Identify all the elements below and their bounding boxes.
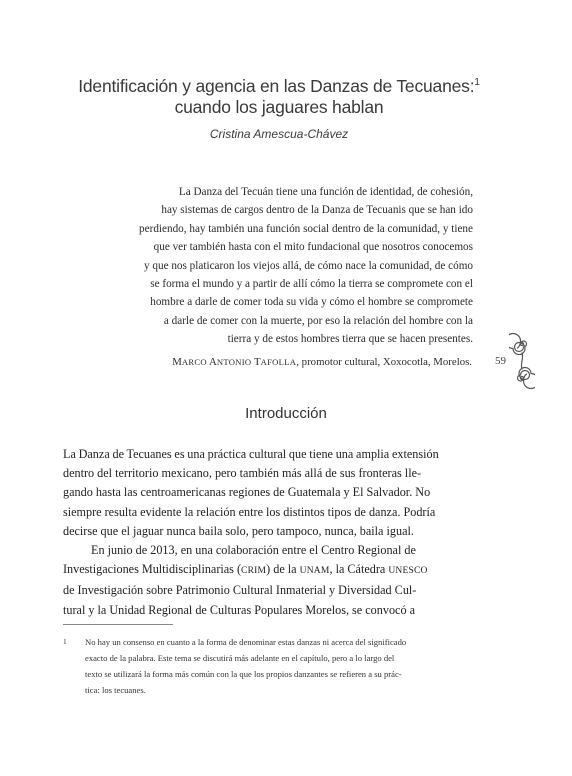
paragraph-line: tural y la Unidad Regional de Culturas Populares Morelos, se convocó a <box>63 602 416 617</box>
epigraph-line: hay sistemas de cargos dentro de la Danza de Tecuanis que se han ido <box>161 204 473 217</box>
footnote-text <box>85 634 475 698</box>
footnote-reference[interactable]: 1 <box>474 77 480 88</box>
paragraph-line: gando hasta las centroamericanas regiones de Guatemala y El Salvador. No <box>63 485 431 500</box>
footnote-line: exacto de la palabra. Este tema se discutirá más adelante en el capítulo, pero a lo largo del <box>85 653 395 663</box>
footnote-line: texto se utilizará la forma más común con la que los propios danzantes se refieren a su prác- <box>85 669 402 679</box>
epigraph-line: hombre a darle de comer toda su vida y cómo el hombre se compromete <box>150 296 473 309</box>
epigraph-line: se forma el mundo y a partir de allí cómo la tierra se compromete con el <box>150 278 473 291</box>
footnote-line: tica: los tecuanes. <box>85 685 146 695</box>
footnote-line: No hay un consenso en cuanto a la forma de denominar estas danzas ni acerca del significado <box>85 637 407 647</box>
epigraph-line: tierra y de estos hombres tierra que se hacen presentes. <box>227 333 473 346</box>
epigraph-line: y que nos platicaron los viejos allá, de cómo nace la comunidad, de cómo <box>144 259 473 272</box>
body-text <box>63 445 473 620</box>
paragraph-line: de Investigación sobre Patrimonio Cultural Inmaterial y Diversidad Cul- <box>63 583 417 598</box>
footnote-divider <box>63 624 173 625</box>
paragraph-line: En junio de 2013, en una colaboración entre el Centro Regional de <box>91 543 416 558</box>
paragraph-line: La Danza de Tecuanes es una práctica cultural que tiene una amplia extensión <box>63 447 439 461</box>
epigraph-line: a darle de comer con la muerte, por eso la relación del hombre con la <box>163 314 473 327</box>
section-heading: Introducción <box>245 405 327 422</box>
footnote-marker: 1 <box>63 637 67 646</box>
paragraph-line: Investigaciones Multidisciplinarias (CRIM) de la UNAM, la Cátedra UNESCO <box>63 562 428 577</box>
spiral-ornament-icon <box>509 326 535 398</box>
epigraph-line: La Danza del Tecuán tiene una función de identidad, de cohesión, <box>178 186 473 198</box>
chapter-title-line-1: Identificación y agencia en las Danzas de Tecuanes:$^1$ <box>78 76 480 96</box>
paragraph-line: siempre resulta evidente la relación entre los distintos tipos de danza. Podría <box>63 504 436 519</box>
chapter-title <box>40 76 518 118</box>
author-name: Cristina Amescua-Chávez <box>209 127 349 141</box>
page-number: 59 <box>495 355 506 367</box>
epigraph-line: perdiendo, hay también una función social dentro de la comunidad, y tiene <box>139 222 473 235</box>
chapter-title-line-2: cuando los jaguares hablan <box>174 97 384 117</box>
epigraph-attribution: MARCO ANTONIO TAFOLLA, promotor cultural, Xoxocotla, Morelos. <box>172 356 472 368</box>
paragraph-line: dentro del territorio mexicano, pero también más allá de sus fronteras lle- <box>63 466 422 481</box>
epigraph-line: que ver también hasta con el mito fundacional que nosotros conocemos <box>153 241 473 254</box>
paragraph-line: decirse que el jaguar nunca baila solo, pero tampoco, nunca, baila igual. <box>63 523 414 538</box>
epigraph <box>95 183 473 349</box>
